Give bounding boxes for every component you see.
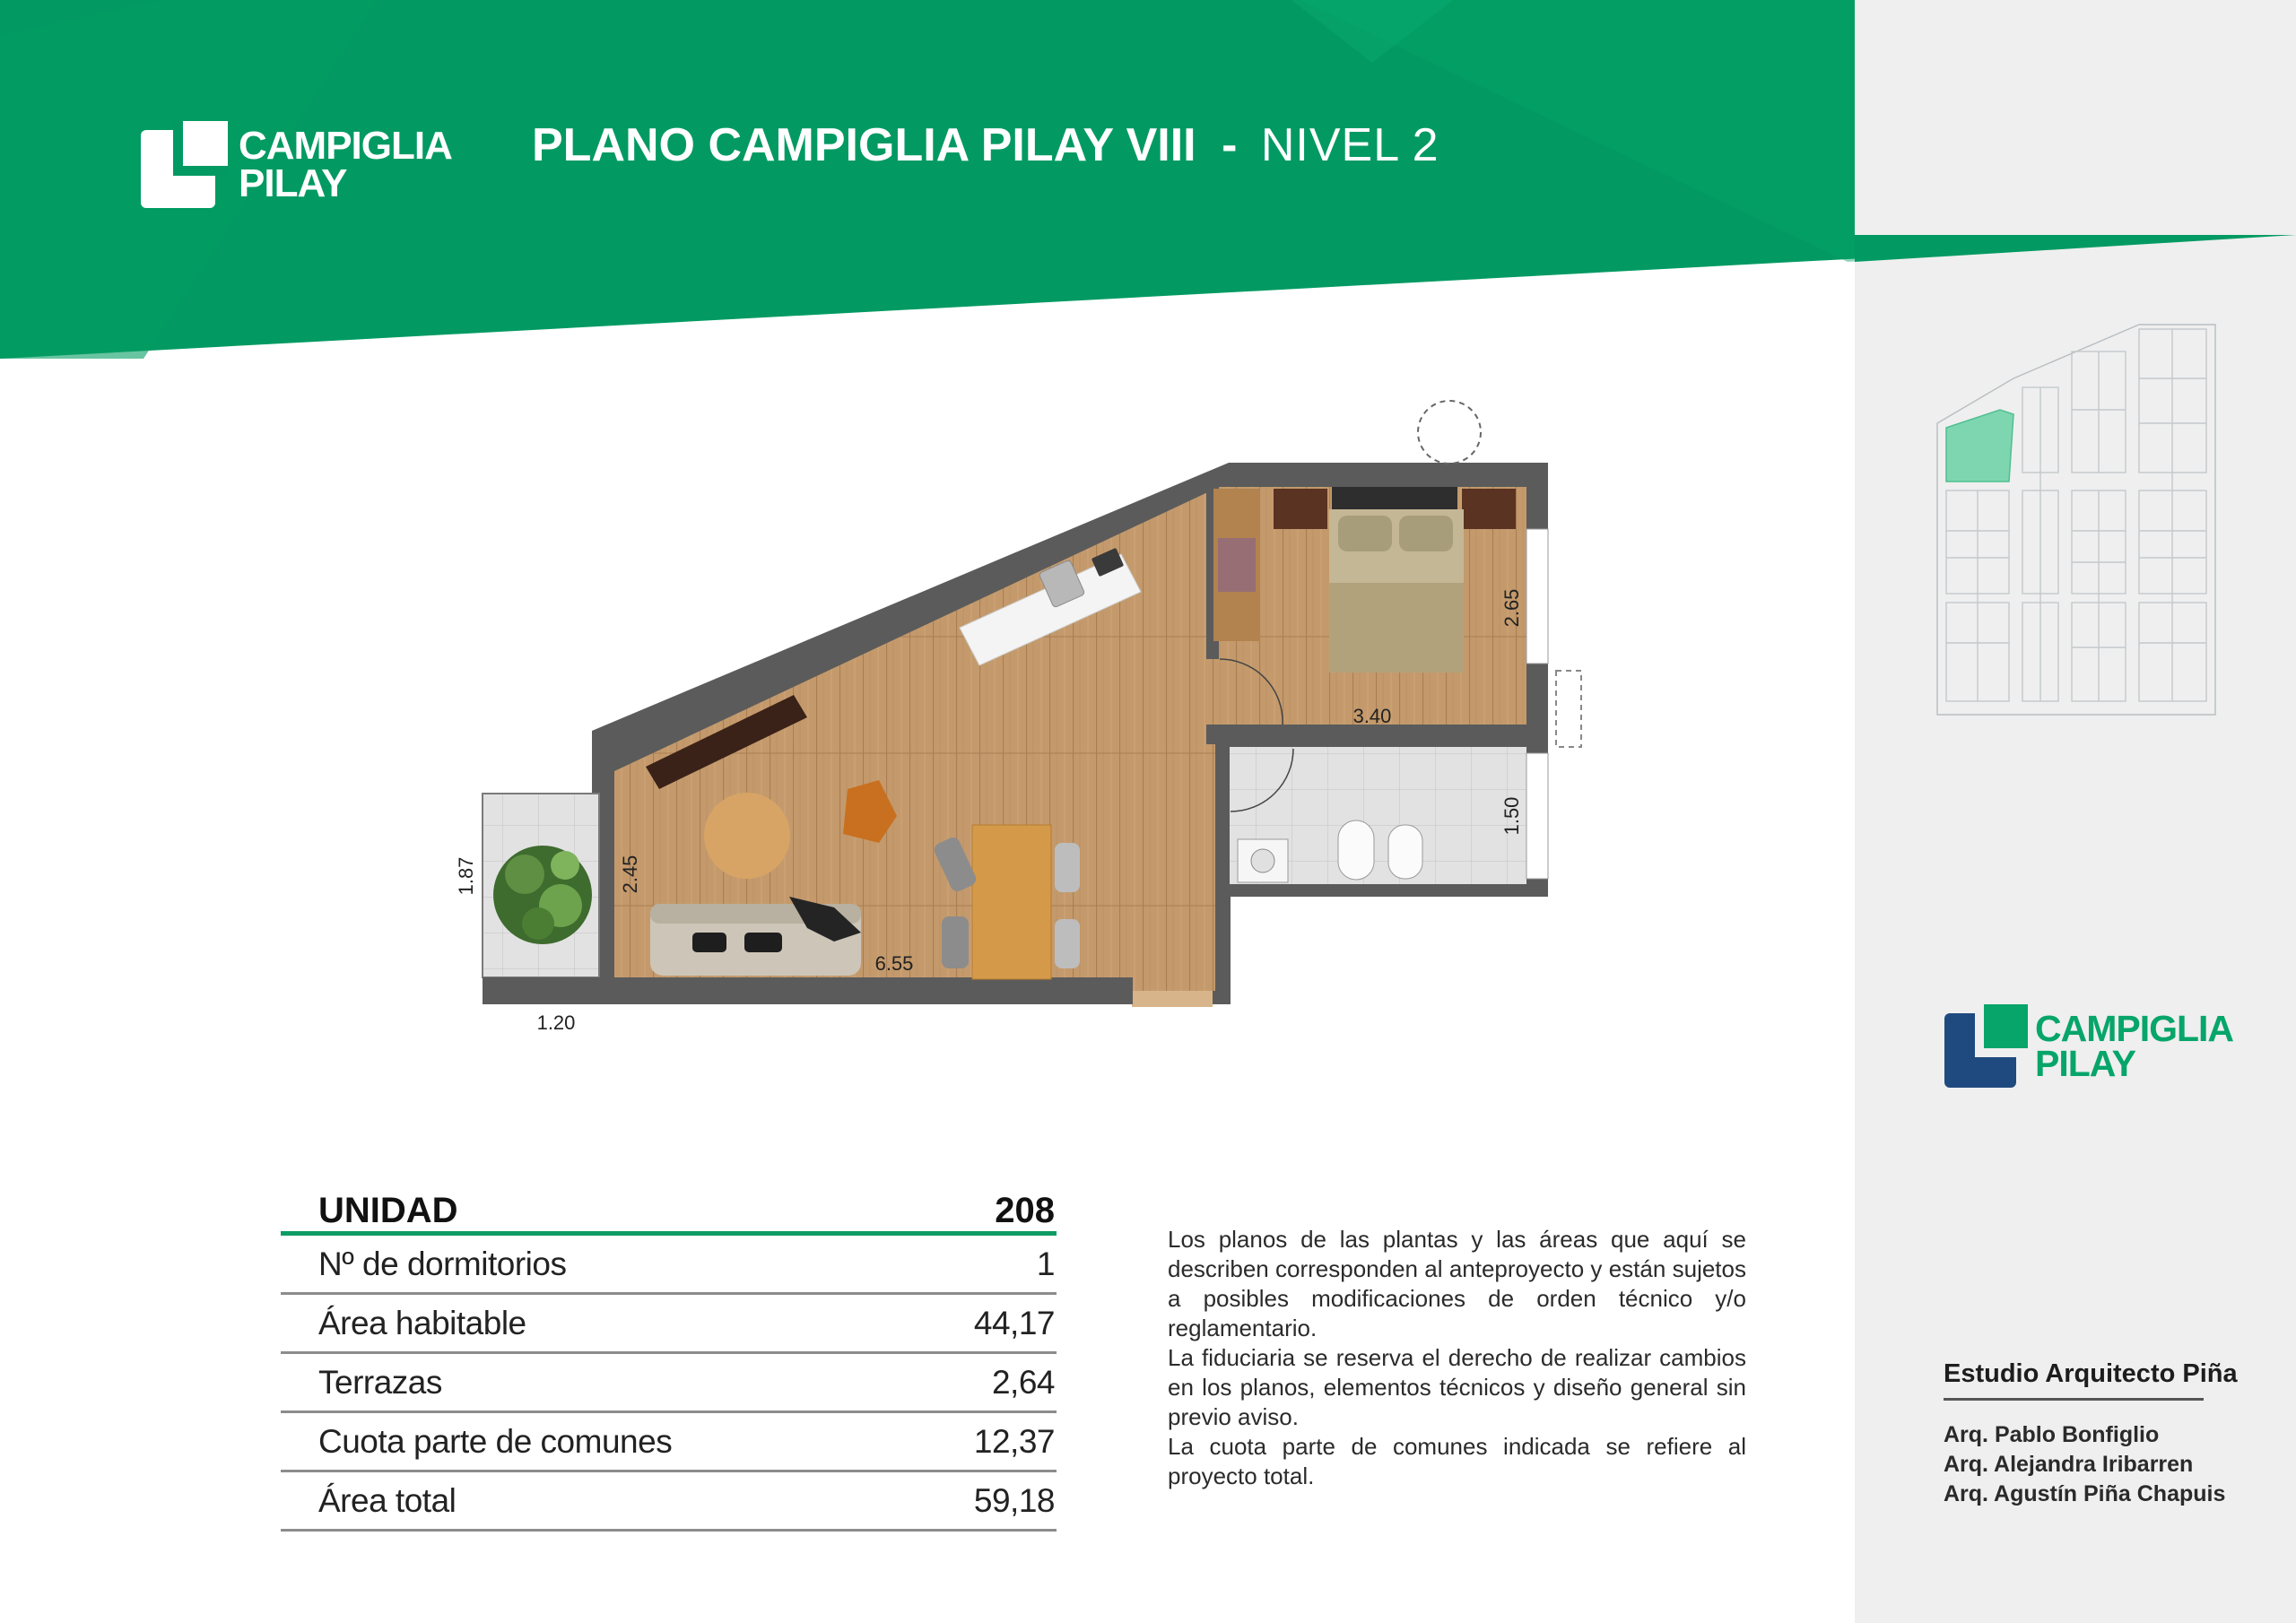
row-label: Nº de dormitorios bbox=[318, 1245, 567, 1282]
title-level-text: NIVEL 2 bbox=[1260, 119, 1439, 171]
row-label: Cuota parte de comunes bbox=[318, 1422, 673, 1460]
table-row bbox=[281, 1354, 1057, 1413]
row-value: 12,37 bbox=[973, 1422, 1055, 1460]
row-label: Área habitable bbox=[318, 1304, 526, 1341]
sidebar-logo bbox=[1944, 1004, 2233, 1088]
unit-label: UNIDAD bbox=[318, 1191, 458, 1230]
row-value: 59,18 bbox=[973, 1481, 1055, 1519]
unit-number: 208 bbox=[995, 1191, 1055, 1230]
brand-line1: CAMPIGLIA bbox=[239, 123, 452, 168]
disclaimer-text bbox=[1168, 1225, 1746, 1491]
table-row bbox=[281, 1413, 1057, 1472]
title-separator: - bbox=[1222, 119, 1238, 171]
credit-name: Arq. Agustín Piña Chapuis bbox=[1944, 1481, 2226, 1506]
table-row bbox=[281, 1295, 1057, 1354]
dim-living-width: 6.55 bbox=[874, 952, 914, 975]
row-label: Terrazas bbox=[318, 1363, 442, 1401]
brand-line2: PILAY bbox=[2035, 1042, 2135, 1084]
header-logo bbox=[141, 121, 452, 208]
credit-name: Arq. Alejandra Iribarren bbox=[1944, 1452, 2194, 1477]
dim-bath-depth: 1.50 bbox=[1500, 796, 1523, 836]
page-title bbox=[532, 118, 1439, 172]
brand-mark-icon bbox=[1944, 1004, 2028, 1088]
dim-living-depth: 2.45 bbox=[619, 855, 641, 894]
disclaimer-paragraph: Los planos de las plantas y las áreas que aquí se describen corresponden al anteproyecto y están sujetos a posibles modificaciones de orden técnico y/o reglamentario. bbox=[1168, 1226, 1746, 1341]
row-value: 44,17 bbox=[973, 1304, 1055, 1341]
dim-bedroom-depth: 2.65 bbox=[1500, 588, 1523, 628]
floor-plan bbox=[455, 395, 1568, 1049]
title-main-text: PLANO CAMPIGLIA PILAY VIII bbox=[532, 119, 1196, 171]
disclaimer-paragraph: La fiduciaria se reserva el derecho de realizar cambios en los planos, elementos técnicos y diseño general sin previo aviso. bbox=[1168, 1344, 1746, 1430]
brand-mark-icon bbox=[141, 121, 228, 208]
sidebar-banner-edge bbox=[1855, 235, 2296, 262]
table-row bbox=[281, 1472, 1057, 1532]
plant-icon bbox=[493, 846, 592, 944]
credits-title: Estudio Arquitecto Piña bbox=[1944, 1359, 2204, 1401]
brand-line2: PILAY bbox=[239, 161, 347, 205]
dim-terrace-depth: 1.87 bbox=[455, 856, 477, 896]
dim-terrace-width: 1.20 bbox=[536, 1011, 576, 1034]
credit-name: Arq. Pablo Bonfiglio bbox=[1944, 1422, 2160, 1447]
brand-line1: CAMPIGLIA bbox=[2035, 1007, 2234, 1049]
disclaimer-paragraph: La cuota parte de comunes indicada se refiere al proyecto total. bbox=[1168, 1433, 1746, 1489]
table-row bbox=[281, 1236, 1057, 1295]
credits-list bbox=[1944, 1420, 2226, 1509]
row-label: Área total bbox=[318, 1481, 457, 1519]
architect-credits bbox=[1944, 1359, 2238, 1509]
row-value: 1 bbox=[1036, 1245, 1055, 1282]
row-value: 2,64 bbox=[991, 1363, 1055, 1401]
dim-bedroom-width: 3.40 bbox=[1352, 705, 1392, 727]
unit-table-header bbox=[281, 1173, 1057, 1236]
building-key-plan bbox=[1937, 325, 2215, 715]
unit-table bbox=[281, 1173, 1057, 1532]
